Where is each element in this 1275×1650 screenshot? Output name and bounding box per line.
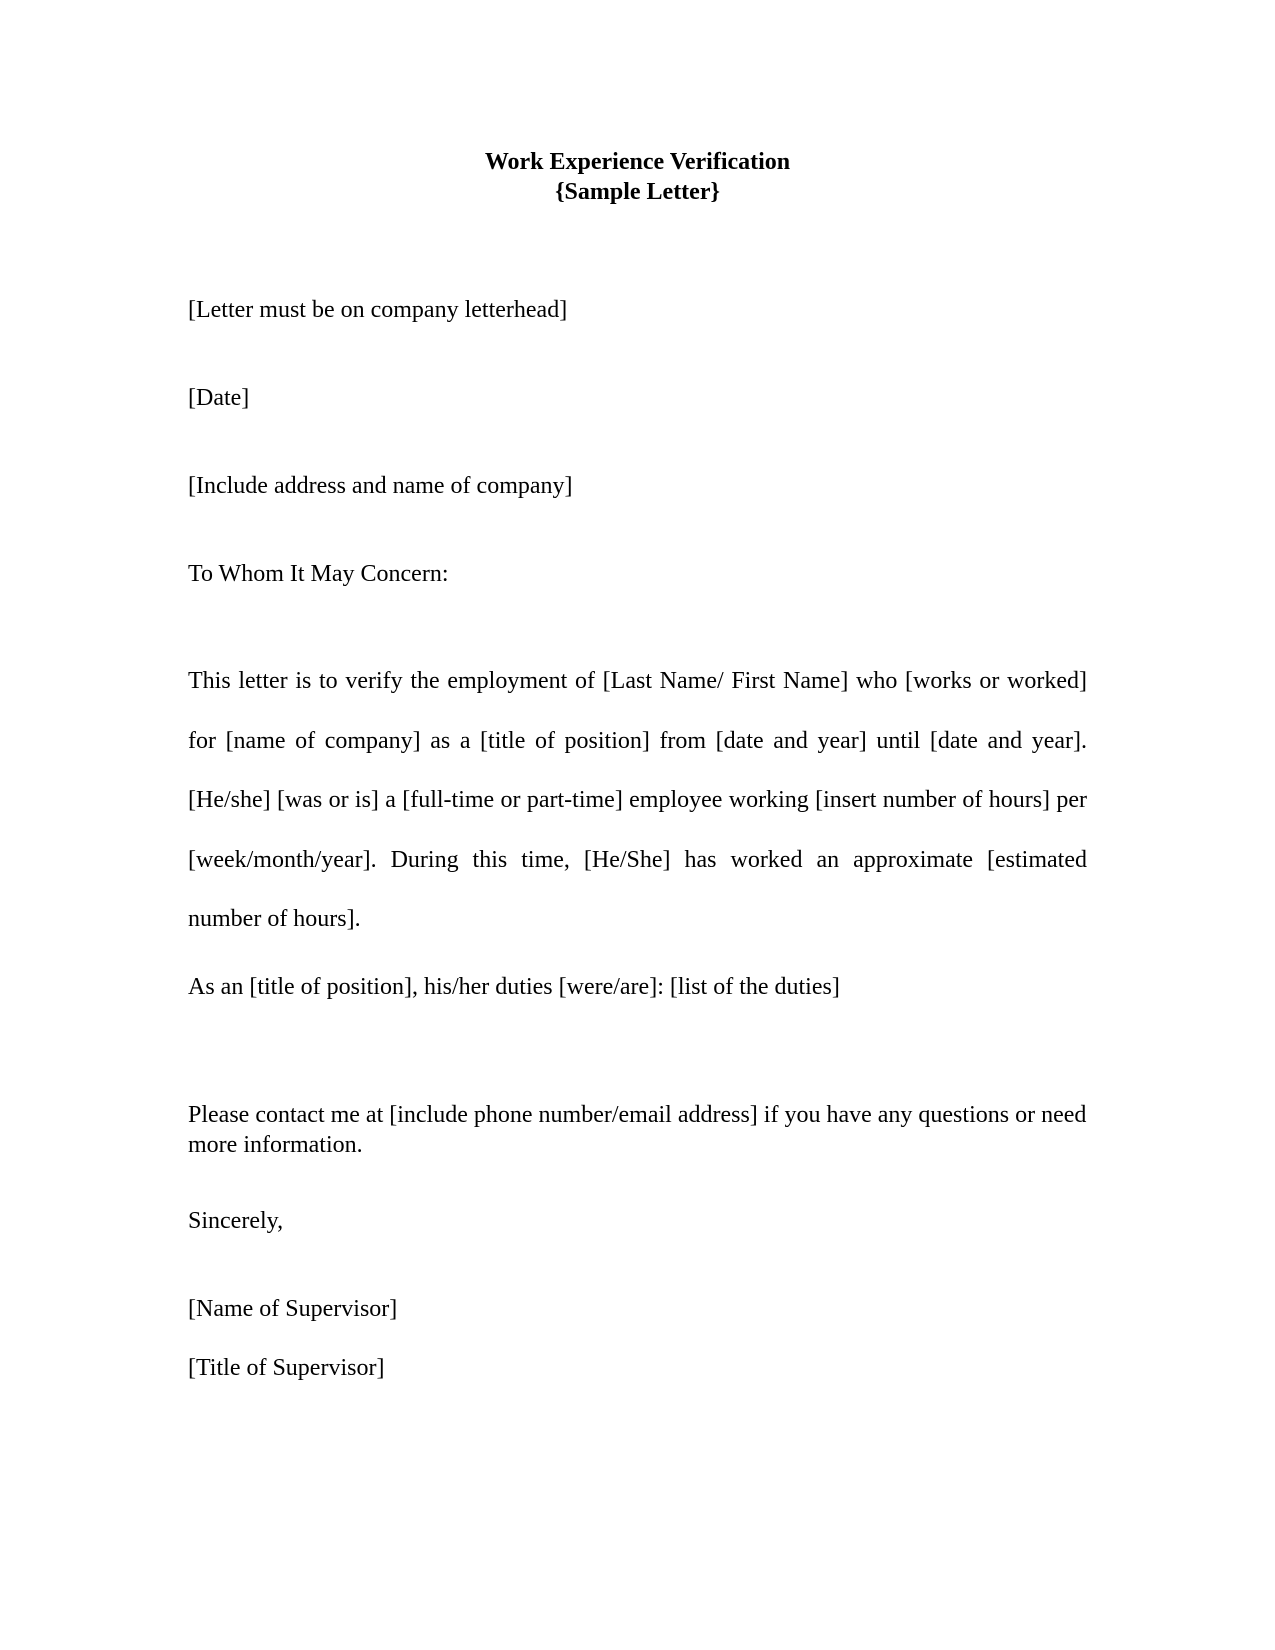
document-subtitle: {Sample Letter}: [555, 179, 720, 205]
salutation: To Whom It May Concern:: [188, 561, 449, 587]
contact-paragraph: Please contact me at [include phone number/email address] if you have any questions or need more information.: [188, 1102, 1087, 1158]
title-block: [0, 147, 1275, 207]
body-paragraph: This letter is to verify the employment of [Last Name/ First Name] who [works or worked] for [name of company] as a [title of position] from [date and year] until [date and year]. [He/she] [was or is] a [full-time or part-time] employee working [insert number of hours] per [week/month/year]. During this time, [He/She] has worked an approximate [estimated number of hours].: [188, 668, 1087, 932]
supervisor-name: [Name of Supervisor]: [188, 1296, 398, 1322]
closing: Sincerely,: [188, 1208, 284, 1234]
letterhead-note: [Letter must be on company letterhead]: [188, 297, 568, 323]
duties-paragraph: As an [title of position], his/her duties [were/are]: [list of the duties]: [188, 974, 840, 1000]
date-placeholder: [Date]: [188, 385, 250, 411]
address-placeholder: [Include address and name of company]: [188, 473, 573, 499]
supervisor-title: [Title of Supervisor]: [188, 1355, 385, 1381]
document-title: Work Experience Verification: [484, 149, 791, 175]
